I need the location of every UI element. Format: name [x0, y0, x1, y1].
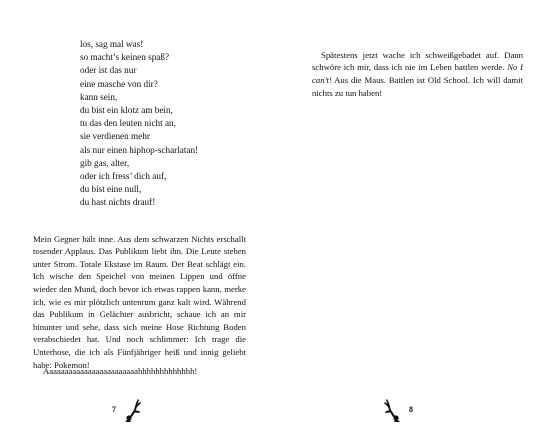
paragraph-text: Spätestens jetzt wache ich schweißgebadet auf. Dann schwöre ich mir, dass ich nie im Leben battlen werde. — [312, 49, 523, 73]
lyric-line: gib gas, alter, — [80, 157, 130, 168]
lyric-line: du hast nichts drauf! — [80, 197, 156, 208]
lyric-line: kann sein, — [80, 91, 118, 102]
left-folio — [112, 397, 144, 423]
lyric-line: du bist ein klotz am bein, — [80, 105, 173, 116]
right-folio — [381, 397, 413, 423]
page-number: 8 — [409, 405, 413, 414]
scream-line: Aaaaaaaaaaaaaaaaaaaaaaaahhhhhhhhhhhhh! — [43, 366, 198, 376]
lyric-line: oder ist das nur — [80, 65, 137, 76]
right-page — [275, 0, 550, 438]
rap-lyrics — [80, 38, 260, 210]
lyric-line: eine masche von dir? — [80, 78, 158, 89]
page-number: 7 — [112, 405, 116, 414]
lyric-line: oder ich fress’ dich auf, — [80, 171, 167, 182]
lyric-line: sie verdienen mehr — [80, 131, 150, 142]
body-paragraph — [312, 49, 523, 100]
breakdancer-icon — [124, 397, 144, 423]
breakdancer-icon — [381, 397, 401, 423]
lyric-line: los, sag mal was! — [80, 39, 144, 49]
paragraph-text: Aus die Maus. Battlen ist Old School. Ich will damit nichts zu tun haben! — [312, 75, 523, 99]
lyric-line: als nur einen hiphop-scharlatan! — [80, 144, 199, 155]
italic-phrase: No I can’t! — [312, 62, 523, 86]
lyric-line: tu das den leuten nicht an, — [80, 118, 176, 129]
paragraph-indent — [312, 50, 321, 60]
body-paragraph: Mein Gegner hält inne. Aus dem schwarzen Nichts erschallt tosender Applaus. Das Publikum liebt ihn. Die Leute stehen unter Strom. Totale Ekstase im Raum. Der Beat schlägt ein. Ich wische den Speichel von meinen Lippen und öffne wieder den Mund, doch bevor ich etwas rappen kann, merke ich, wie es mir plötzlich untenrum ganz kalt wird. Während das Publikum in Gelächter ausbricht, schaue ich an mir hinunter und sehe, dass sich meine Hose Richtung Boden verabschiedet hat. Und noch schlimmer: Ich trage die Unterhose, die ich als Fünfjähriger heiß und innig geliebt habe: Pokemon! — [33, 233, 246, 370]
lyric-line: du bist eine null, — [80, 184, 142, 195]
lyric-line: so macht’s keinen spaß? — [80, 52, 170, 63]
